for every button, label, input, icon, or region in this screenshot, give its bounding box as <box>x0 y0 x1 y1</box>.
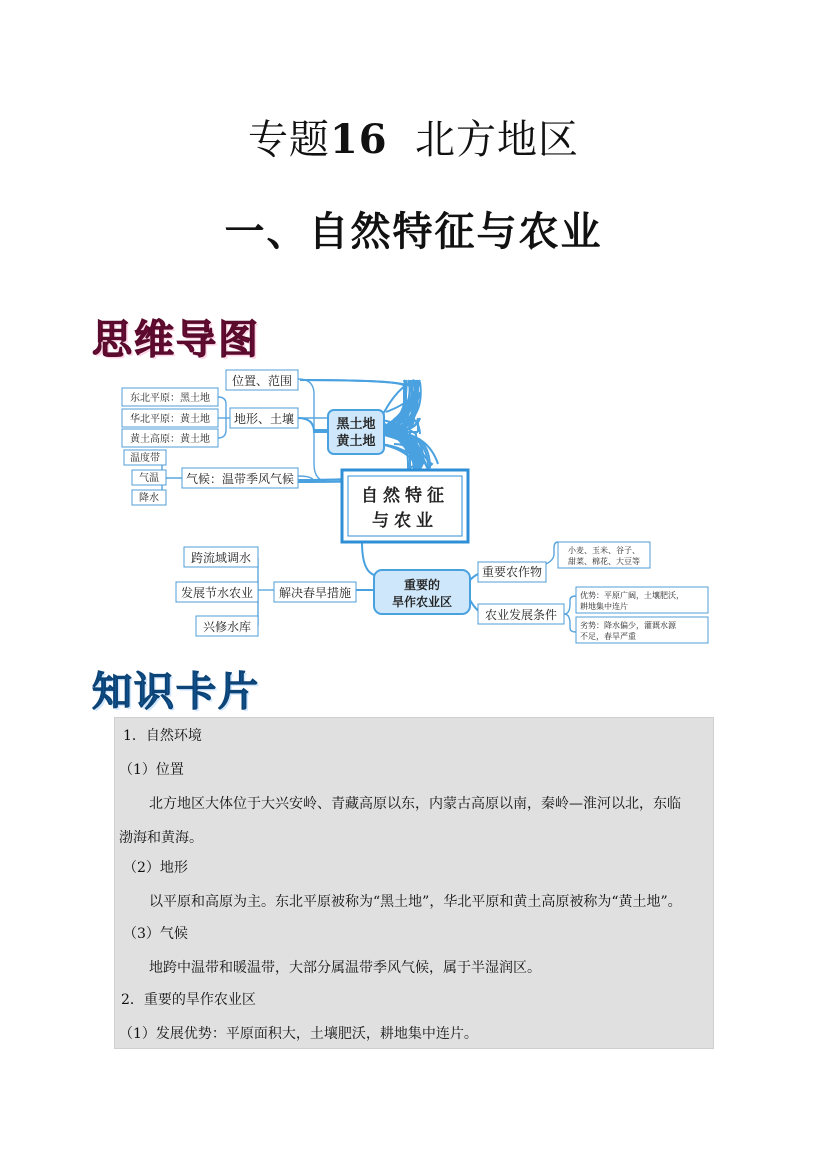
connector-crops-list <box>546 542 558 564</box>
text-climate: 地跨中温带和暖温带，大部分属温带季风气候，属于半湿润区。 <box>149 960 541 976</box>
knowledge-card <box>114 717 714 1049</box>
node-center-line-2: 与农业 <box>372 511 438 531</box>
node-crop-list-line-2: 甜菜、棉花、大豆等 <box>568 557 640 566</box>
text-terrain: 以平原和高原为主。东北平原被称为“黑土地”，华北平原和黄土高原被称为“黄土地”。 <box>149 894 682 910</box>
mind-map <box>118 364 710 646</box>
connector-cond-adv <box>564 596 576 614</box>
node-center <box>342 470 468 542</box>
node-black-soil-line-1: 黑土地 <box>336 417 376 432</box>
node-disadvantage-line-1: 劣势：降水偏少，灌溉水源 <box>580 621 676 630</box>
node-drought-item-3-label: 兴修水库 <box>202 620 252 634</box>
connector-cond-dis <box>564 614 576 632</box>
node-crop-list-line-1: 小麦、玉米、谷子、 <box>568 546 640 555</box>
node-drought-item-2-label: 发展节水农业 <box>180 586 254 600</box>
node-plain-2-label: 华北平原：黄土地 <box>130 414 210 425</box>
node-disadvantage-line-2: 不足，春旱严重 <box>580 632 636 641</box>
node-position-label: 位置、范围 <box>231 374 293 388</box>
node-conditions-label: 农业发展条件 <box>484 608 558 622</box>
node-terrain-label: 地形、土壤 <box>233 412 295 426</box>
subsection-climate: （3）气候 <box>123 926 188 942</box>
page-title <box>0 108 827 165</box>
node-crops-label: 重要农作物 <box>481 565 543 579</box>
mindmap-banner: 思维导图 <box>92 317 260 363</box>
subsection-position: （1）位置 <box>119 762 184 778</box>
node-climate-item-3-label: 降水 <box>139 493 159 504</box>
node-center-line-1: 自然特征 <box>361 486 449 506</box>
node-climate-item-2-label: 气温 <box>139 473 159 484</box>
title-number: 16 <box>329 116 388 163</box>
node-dry-farming-line-1: 重要的 <box>403 578 441 592</box>
node-black-soil-line-2: 黄土地 <box>336 434 376 449</box>
node-drought-item-1-label: 跨流域调水 <box>190 551 252 565</box>
node-plain-3-label: 黄土高原：黄土地 <box>130 434 210 445</box>
text-position-b: 渤海和黄海。 <box>119 830 203 846</box>
title-suffix: 北方地区 <box>415 117 580 163</box>
node-climate-label: 气候：温带季风气候 <box>185 472 295 486</box>
node-advantage-line-2: 耕地集中连片 <box>580 602 628 611</box>
node-advantage-line-1: 优势：平原广阔，土壤肥沃， <box>580 591 684 600</box>
section-natural-environment: 1．自然环境 <box>123 728 202 744</box>
text-advantage: （1）发展优势：平原面积大，土壤肥沃，耕地集中连片。 <box>119 1026 478 1042</box>
cards-banner: 知识卡片 <box>92 669 260 715</box>
node-dry-farming-line-2: 旱作农业区 <box>391 595 453 609</box>
subsection-terrain: （2）地形 <box>123 860 188 876</box>
text-position-a: 北方地区大体位于大兴安岭、青藏高原以东，内蒙古高原以南，秦岭—淮河以北，东临 <box>149 796 681 812</box>
node-drought-label: 解决春旱措施 <box>278 586 352 600</box>
node-plain-1-label: 东北平原：黑土地 <box>130 393 210 404</box>
section-dry-farming: 2．重要的旱作农业区 <box>121 992 256 1008</box>
title-prefix: 专题 <box>247 117 330 163</box>
section-title: 一、自然特征与农业 <box>224 208 603 255</box>
node-climate-item-1-label: 温度带 <box>130 453 160 464</box>
